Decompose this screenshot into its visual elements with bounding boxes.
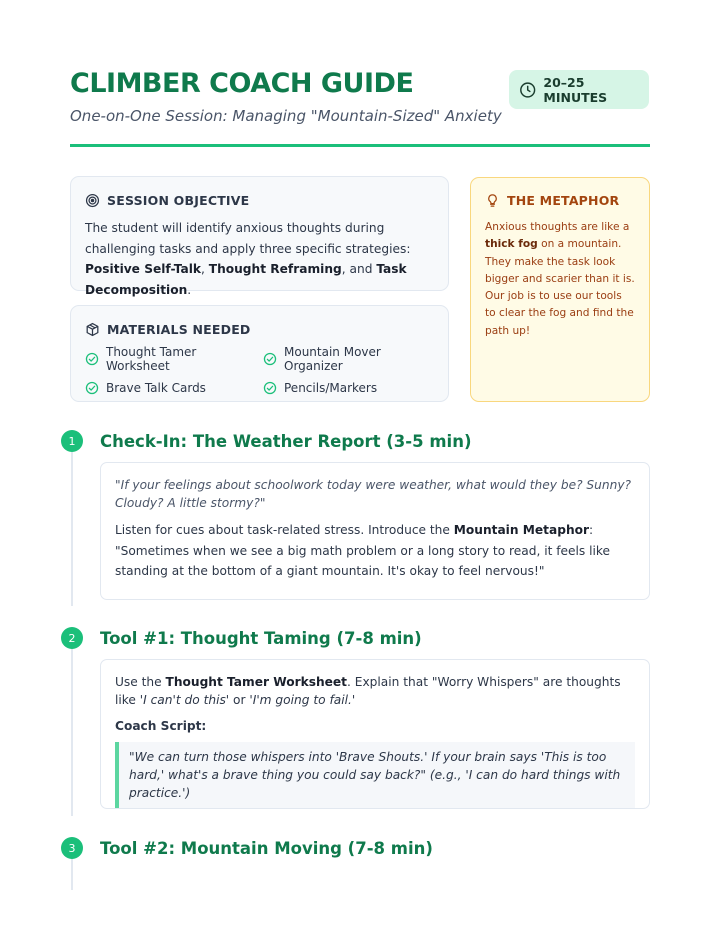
material-item	[85, 381, 263, 395]
instruction-text: : "Sometimes when we see a big math problem or a long story to read, it feels like standing at the bottom of a giant mountain. It's okay to feel nervous!"	[115, 523, 611, 578]
step-number-badge: 3	[61, 837, 83, 859]
material-label: Brave Talk Cards	[106, 381, 206, 395]
step-title: Tool #2: Mountain Moving (7-8 min)	[100, 839, 433, 858]
instruction-text: Listen for cues about task-related stress. Introduce the	[115, 523, 454, 537]
timeline-line	[71, 648, 73, 816]
objective-heading-text: SESSION OBJECTIVE	[107, 193, 250, 208]
coach-script-quote: "We can turn those whispers into 'Brave Shouts.' If your brain says 'This is too hard,' what's a brave thing you could say back?" (e.g., 'I can do hard things with practice.')	[115, 742, 635, 808]
target-icon	[85, 193, 100, 208]
clock-icon	[519, 81, 536, 99]
duration-text: 20–25 MINUTES	[543, 74, 608, 105]
strategy-task-decomposition: Task Decomposition	[85, 262, 407, 297]
check-circle-icon	[263, 352, 277, 366]
instruction-text: or	[229, 692, 250, 707]
lightbulb-icon	[485, 193, 500, 208]
instruction-text: Use the	[115, 675, 166, 689]
step-number-badge: 2	[61, 627, 83, 649]
material-label: Thought Tamer Worksheet	[106, 345, 197, 373]
materials-needed-card	[70, 305, 449, 402]
page-subtitle: One-on-One Session: Managing "Mountain-Sized" Anxiety	[70, 107, 502, 125]
worry-whisper-example: 'I'm going to fail.'	[249, 692, 356, 707]
timeline-line	[71, 858, 73, 890]
page-title: CLIMBER COACH GUIDE	[70, 68, 414, 99]
metaphor-heading	[485, 193, 635, 208]
objective-heading	[85, 193, 434, 208]
strategy-thought-reframing: Thought Reframing	[208, 262, 342, 276]
thought-tamer-worksheet-term: Thought Tamer Worksheet	[165, 675, 348, 689]
metaphor-card	[470, 177, 650, 402]
materials-list	[85, 345, 434, 395]
step-card-check-in	[100, 462, 650, 600]
duration-badge	[509, 70, 649, 109]
instruction-text: . Explain that "Worry Whispers" are thoughts like	[115, 675, 621, 707]
metaphor-text	[485, 219, 635, 340]
strategy-positive-self-talk: Positive Self-Talk	[85, 262, 202, 276]
step-number-badge: 1	[61, 430, 83, 452]
coach-script-label: Coach Script:	[115, 719, 207, 733]
objective-separator: ,	[201, 262, 209, 276]
metaphor-heading-text: THE METAPHOR	[507, 193, 620, 208]
step-instructions	[115, 674, 635, 709]
material-item	[263, 381, 443, 395]
check-circle-icon	[263, 381, 277, 395]
step-card-thought-taming	[100, 659, 650, 809]
check-circle-icon	[85, 352, 99, 366]
material-item	[85, 345, 263, 373]
step-title: Tool #1: Thought Taming (7-8 min)	[100, 629, 422, 648]
timeline-line	[71, 452, 73, 606]
objective-end: .	[187, 282, 192, 297]
session-objective-card	[70, 176, 449, 297]
objective-text	[85, 218, 434, 300]
materials-heading-text: MATERIALS NEEDED	[107, 322, 251, 337]
objective-separator: , and	[341, 262, 377, 276]
metaphor-highlight: thick fog	[485, 238, 538, 251]
check-circle-icon	[85, 381, 99, 395]
box-icon	[85, 322, 100, 337]
header-divider	[70, 144, 650, 147]
materials-heading	[85, 322, 434, 337]
weather-question-quote: "If your feelings about schoolwork today were weather, what would they be? Sunny? Cloudy? A little stormy?"	[115, 478, 632, 510]
objective-text-part: The student will identify anxious thoughts during challenging tasks and apply three specific strategies:	[85, 221, 411, 256]
metaphor-text-part: on a mountain. They make the task look bigger and scarier than it is. Our job is to use our tools to clear the fog and find the path up!	[485, 238, 635, 337]
worry-whisper-example: 'I can't do this'	[139, 692, 230, 707]
material-label: Pencils/Markers	[284, 381, 378, 395]
step-title: Check-In: The Weather Report (3-5 min)	[100, 432, 472, 451]
metaphor-text-part: Anxious thoughts are like a	[485, 221, 630, 233]
mountain-metaphor-term: Mountain Metaphor	[453, 523, 590, 537]
step-instructions	[115, 520, 635, 582]
material-item	[263, 345, 443, 373]
material-label: Mountain Mover Organizer	[284, 345, 381, 373]
